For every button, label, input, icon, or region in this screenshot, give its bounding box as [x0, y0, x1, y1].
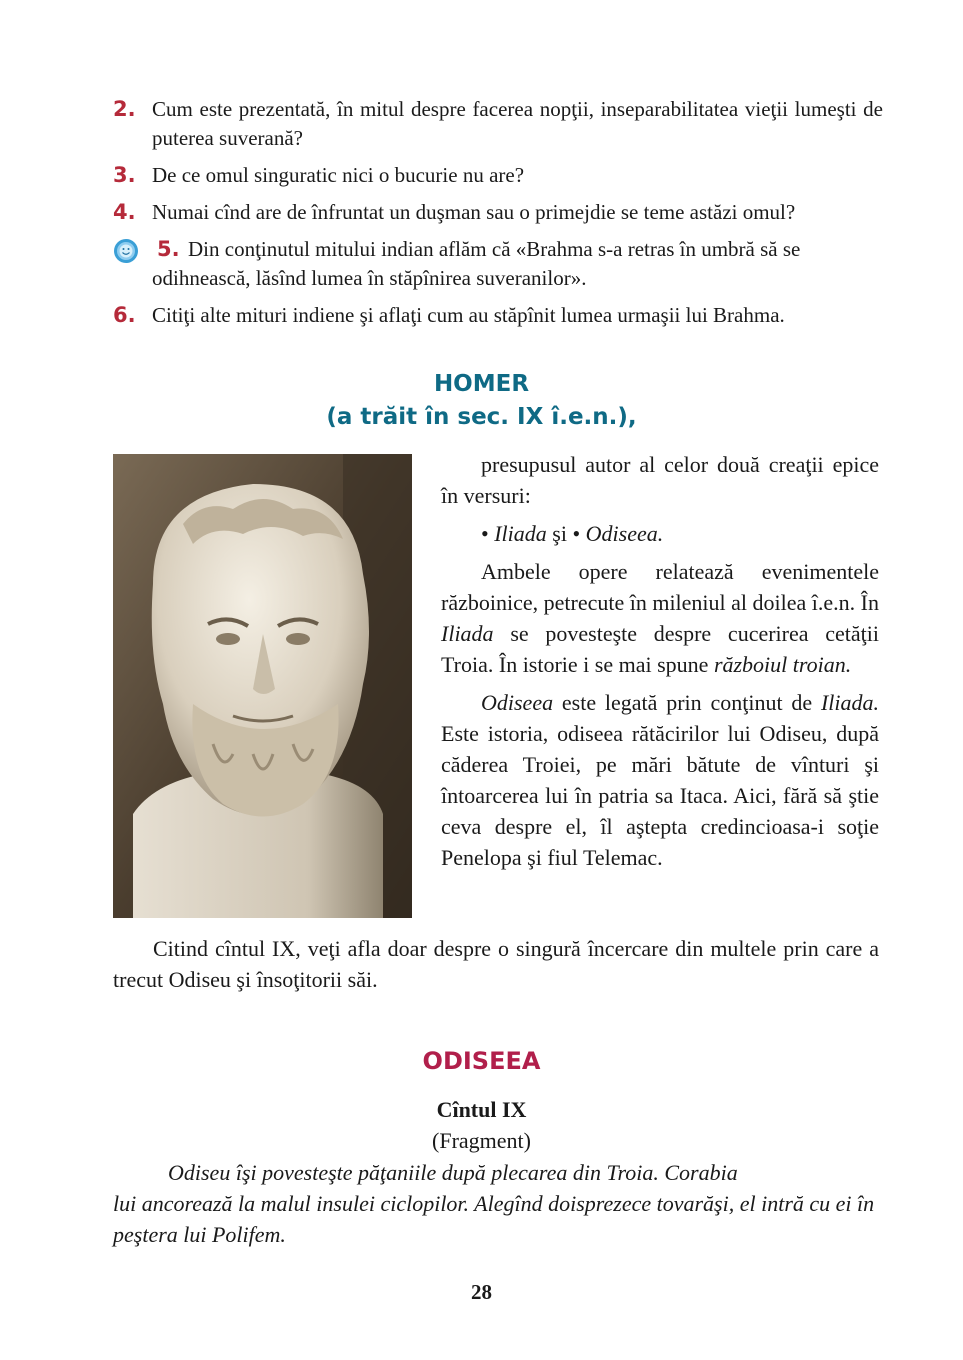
conjunction: şi — [552, 521, 567, 546]
work-odiseea: Odiseea — [481, 690, 554, 715]
text-span: Este istoria, odiseea rătăcirilor lui Odiseu, după căderea Troiei, pe mări bătute de vînturi şi întoarcerea lui în patria sa Itaca. Aici, fără să ştie ceva despre el, îl aştepta credincioasa-i soţie Penelopa şi fiul Telemac. — [441, 721, 879, 870]
intro-line-1: Odiseu îşi povesteşte păţaniile după plecarea din Troia. Corabia — [168, 1160, 738, 1185]
bio-paragraph-4 — [441, 687, 879, 873]
question-number: 2. — [113, 97, 136, 121]
question-6 — [113, 301, 883, 330]
reading-note: Citind cîntul IX, veţi afla doar despre o singură încercare din multele prin care a trecut Odiseu şi însoţitorii săi. — [113, 936, 879, 992]
homer-heading — [0, 368, 963, 434]
question-text: Numai cînd are de înfruntat un duşman sau o primejdie se teme astăzi omul? — [152, 200, 796, 224]
question-5 — [113, 235, 883, 293]
question-number: 5. — [157, 237, 180, 261]
question-2 — [113, 95, 883, 153]
work-iliada: Iliada — [494, 521, 547, 546]
bio-paragraph-1: presupusul autor al celor două creaţii epice în versuri: — [441, 452, 879, 508]
text-span: este legată prin conţinut de — [561, 690, 813, 715]
question-text: Citiţi alte mituri indiene şi aflaţi cum au stăpînit lumea urmaşii lui Brahma. — [152, 303, 785, 327]
trojan-war: războiul troian. — [713, 652, 852, 677]
question-text-line2: odihnească, lăsînd lumea în stăpînirea suveranilor». — [152, 266, 587, 290]
question-number: 6. — [113, 303, 136, 327]
cantul-heading: Cîntul IX — [436, 1097, 527, 1122]
odiseea-title: ODISEEA — [422, 1047, 541, 1075]
question-text: Cum este prezentată, în mitul despre facerea nopţii, inseparabilitatea vieţii lumeşti de puterea suverană? — [152, 97, 883, 150]
works-list — [441, 518, 879, 549]
odiseea-intro — [113, 1157, 883, 1250]
work-iliada: Iliada — [441, 621, 494, 646]
work-iliada: Iliada. — [820, 690, 880, 715]
bullet: • — [572, 521, 581, 546]
work-odiseea: Odiseea. — [585, 521, 664, 546]
text-span: se povesteşte despre cucerirea cetăţii Troia. În istorie i se mai spune — [441, 621, 880, 677]
homer-bust-image — [113, 454, 412, 918]
fragment-label: (Fragment) — [432, 1128, 531, 1153]
bullet: • — [481, 521, 489, 546]
page-number: 28 — [471, 1280, 492, 1304]
questions-list — [113, 95, 883, 338]
intro-line-2: lui ancorează la malul insulei ciclopilor. Alegînd doisprezece tovarăşi, el intră cu ei în peştera lui Polifem. — [113, 1191, 875, 1247]
homer-biography — [441, 449, 879, 880]
question-number: 3. — [113, 163, 136, 187]
question-4 — [113, 198, 883, 227]
homer-subtitle: (a trăit în sec. IX î.e.n.), — [326, 404, 637, 430]
smiley-face-icon — [113, 238, 139, 264]
question-3 — [113, 161, 883, 190]
question-text-line1: Din conţinutul mitului indian aflăm că «Brahma s-a retras în umbră să se — [188, 237, 801, 261]
question-text: De ce omul singuratic nici o bucurie nu are? — [152, 163, 525, 187]
text-span: Ambele opere relatează evenimentele războinice, petrecute în mileniul al doilea î.e.n. În — [441, 559, 879, 615]
question-number: 4. — [113, 200, 136, 224]
homer-title: HOMER — [433, 371, 530, 397]
bio-paragraph-3 — [441, 556, 879, 680]
